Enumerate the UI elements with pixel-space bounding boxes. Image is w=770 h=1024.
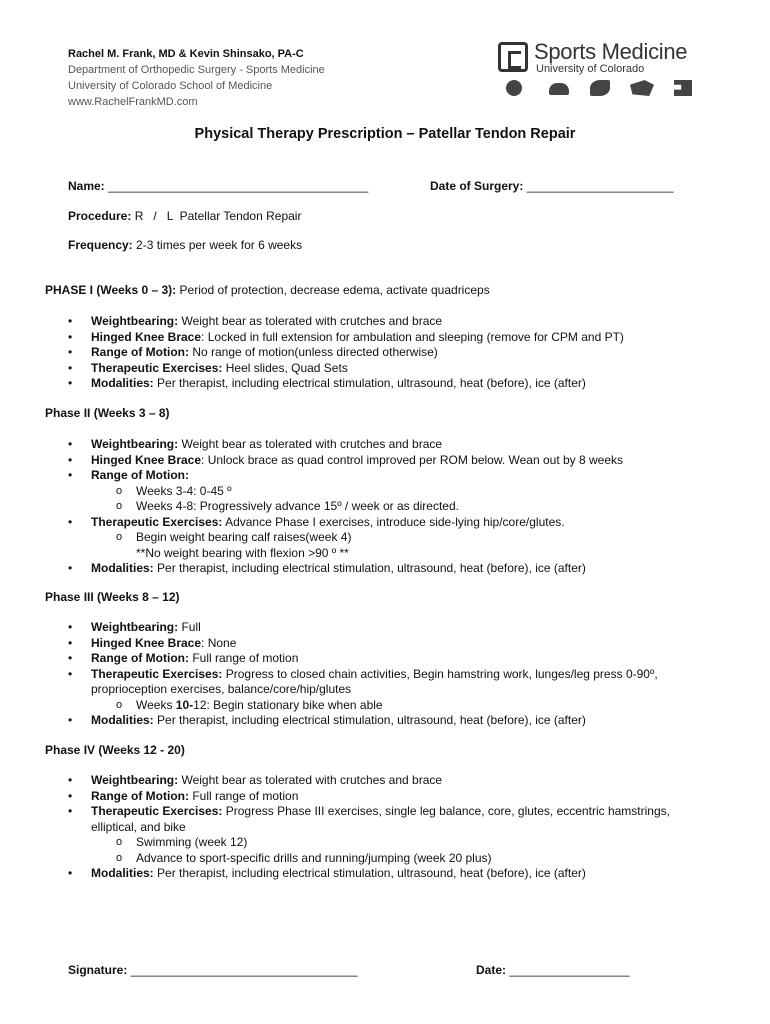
website: www.RachelFrankMD.com: [68, 96, 198, 108]
phase1-list: [0, 314, 770, 392]
list-item: • Modalities: Per therapist, including electrical stimulation, ultrasound, heat (before), ice (after): [0, 866, 770, 882]
phase1-title: PHASE I (Weeks 0 – 3):: [45, 283, 177, 297]
phase2-list: [0, 437, 770, 577]
department: Department of Orthopedic Surgery - Sports Medicine: [68, 64, 325, 76]
date-of-surgery-field[interactable]: [430, 179, 674, 193]
name-label: Name:: [68, 179, 105, 193]
frequency-label: Frequency:: [68, 238, 133, 252]
school: University of Colorado School of Medicine: [68, 80, 273, 92]
procedure-label: Procedure:: [68, 209, 132, 223]
buffalo-logo-icon: [630, 80, 654, 96]
phase2-heading: [45, 406, 170, 420]
list-item: • Hinged Knee Brace: None: [0, 636, 770, 652]
page-title: Physical Therapy Prescription – Patellar Tendon Repair: [194, 126, 576, 142]
sub-item: o Weeks 4-8: Progressively advance 15º / week or as directed.: [91, 499, 770, 515]
logo-sub: University of Colorado: [536, 63, 645, 75]
du-logo-icon: [674, 80, 692, 96]
list-item: • Range of Motion: o Weeks 3-4: 0-45 º o Weeks 4-8: Progressively advance 15º / week or as directed.: [0, 468, 770, 515]
signature-label: Signature:: [68, 963, 128, 977]
list-item: • Hinged Knee Brace: Locked in full extension for ambulation and sleeping (remove for CPM and PT): [0, 330, 770, 346]
signature-line: __________________________________: [130, 963, 358, 977]
phase4-title: Phase IV (Weeks 12 - 20): [45, 743, 185, 757]
phase4-heading: [45, 743, 185, 757]
sports-medicine-logo: [498, 39, 698, 102]
list-item: • Weightbearing: Weight bear as tolerated with crutches and brace: [0, 314, 770, 330]
sub-item: o Weeks 3-4: 0-45 º: [91, 484, 770, 500]
procedure-value: R / L Patellar Tendon Repair: [134, 209, 302, 223]
date-field[interactable]: [476, 963, 630, 977]
phase3-heading: [45, 590, 180, 604]
cu-logo-icon: [498, 42, 528, 72]
frequency-row: [68, 238, 302, 252]
phase3-title: Phase III (Weeks 8 – 12): [45, 590, 180, 604]
list-item: • Therapeutic Exercises: Advance Phase I exercises, introduce side-lying hip/core/glutes. o Begin weight bearing calf raises(week 4) **No weight bearing with flexion >90 º **: [0, 515, 770, 562]
list-item: • Range of Motion: No range of motion(unless directed otherwise): [0, 345, 770, 361]
list-item: • Weightbearing: Full: [0, 620, 770, 636]
team-logo-1-icon: [506, 80, 522, 96]
list-item: • Hinged Knee Brace: Unlock brace as quad control improved per ROM below. Wean out by 8 weeks: [0, 453, 770, 469]
list-item: • Modalities: Per therapist, including electrical stimulation, ultrasound, heat (before), ice (after): [0, 376, 770, 392]
list-item: • Therapeutic Exercises: Heel slides, Quad Sets: [0, 361, 770, 377]
procedure-row: [68, 209, 301, 223]
signature-field[interactable]: [68, 963, 358, 977]
author-header: [68, 46, 325, 110]
list-item: • Modalities: Per therapist, including electrical stimulation, ultrasound, heat (before), ice (after): [0, 713, 770, 729]
date-label: Date:: [476, 963, 507, 977]
sub-item: o Advance to sport-specific drills and running/jumping (week 20 plus): [91, 851, 770, 867]
list-item: • Therapeutic Exercises: Progress Phase III exercises, single leg balance, core, glutes, eccentric hamstrings, elliptical, and bike o Swimming (week 12) o Advance to sport-specific drills and running/jumping (week 20 plus): [0, 804, 770, 866]
sub-item: o Begin weight bearing calf raises(week 4): [91, 530, 770, 546]
phase1-desc: Period of protection, decrease edema, activate quadriceps: [179, 283, 490, 297]
dos-line: ______________________: [526, 179, 674, 193]
list-item: • Range of Motion: Full range of motion: [0, 789, 770, 805]
team-logos: [504, 80, 694, 98]
list-item: • Range of Motion: Full range of motion: [0, 651, 770, 667]
name-line: _______________________________________: [108, 179, 369, 193]
list-item: • Therapeutic Exercises: Progress to closed chain activities, Begin hamstring work, lunges/leg press 0-90º, proprioception exercises, balance/core/hip/glutes o Weeks 10-12: Begin stationary bike when able: [0, 667, 770, 714]
dos-label: Date of Surgery:: [430, 179, 524, 193]
phase2-title: Phase II (Weeks 3 – 8): [45, 406, 170, 420]
phase3-list: [0, 620, 770, 729]
author-names: Rachel M. Frank, MD & Kevin Shinsako, PA-C: [68, 48, 304, 60]
logo-brand: Sports Medicine: [534, 39, 688, 64]
list-item: • Modalities: Per therapist, including electrical stimulation, ultrasound, heat (before), ice (after): [0, 561, 770, 577]
list-item: • Weightbearing: Weight bear as tolerated with crutches and brace: [0, 773, 770, 789]
flexion-note: **No weight bearing with flexion >90 º **: [136, 545, 349, 560]
name-field[interactable]: [68, 179, 368, 193]
team-logo-3-icon: [590, 80, 610, 96]
sub-item: o Swimming (week 12): [91, 835, 770, 851]
list-item: • Weightbearing: Weight bear as tolerated with crutches and brace: [0, 437, 770, 453]
frequency-value: 2-3 times per week for 6 weeks: [136, 238, 303, 252]
date-line: __________________: [509, 963, 630, 977]
phase4-list: [0, 773, 770, 882]
sub-item: o Weeks 10-12: Begin stationary bike when able: [91, 698, 770, 714]
phase1-heading: [45, 283, 490, 297]
team-logo-2-icon: [549, 83, 569, 95]
